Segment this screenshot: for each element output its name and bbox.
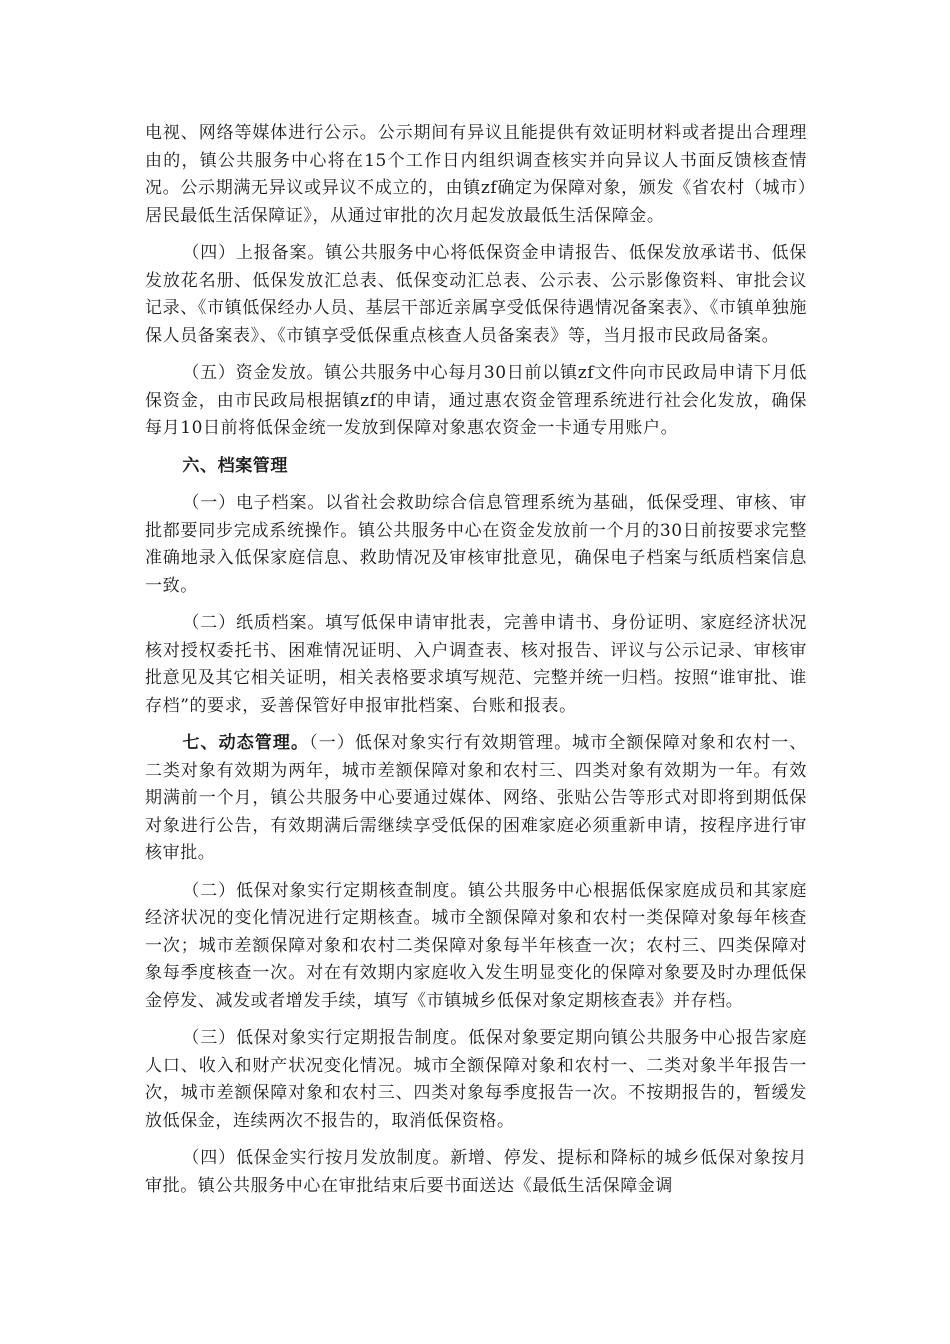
document-body (145, 120, 807, 1210)
paragraph-dynamic-management (145, 730, 807, 868)
paragraph-monthly-payment: （四）低保金实行按月发放制度。新增、停发、提标和降标的城乡低保对象按月审批。镇公共服务中心在审批结束后要书面送达《最低生活保障金调 (145, 1148, 807, 1196)
paragraph-fund-distribution: （五）资金发放。镇公共服务中心每月30日前以镇zf文件向市民政局申请下月低保资金，由市民政局根据镇zf的申请，通过惠农资金管理系统进行社会化发放，确保每月10日前将低保金统一发放到保障对象惠农资金一卡通专用账户。 (145, 363, 807, 438)
paragraph-periodic-review: （二）低保对象实行定期核查制度。镇公共服务中心根据低保家庭成员和其家庭经济状况的变化情况进行定期核查。城市全额保障对象和农村一类保障对象每年核查一次；城市差额保障对象和农村二类保障对象每半年核查一次；农村三、四类保障对象每季度核查一次。对在有效期内家庭收入发生明显变化的保障对象要及时办理低保金停发、减发或者增发手续，填写《市镇城乡低保对象定期核查表》并存档。 (145, 880, 807, 1011)
paragraph-periodic-report: （三）低保对象实行定期报告制度。低保对象要定期向镇公共服务中心报告家庭人口、收入和财产状况变化情况。城市全额保障对象和农村一、二类对象半年报告一次，城市差额保障对象和农村三、四类对象每季度报告一次。不按期报告的，暂缓发放低保金，连续两次不报告的，取消低保资格。 (145, 1028, 807, 1131)
section-heading-archive-management: 六、档案管理 (182, 455, 288, 476)
section-heading-dynamic-management: 七、动态管理。 (182, 733, 310, 753)
paragraph-public-notice: 电视、网络等媒体进行公示。公示期间有异议且能提供有效证明材料或者提出合理理由的，镇公共服务中心将在15个工作日内组织调查核实并向异议人书面反馈核查情况。公示期满无异议或异议不成立的，由镇zf确定为保障对象，颁发《省农村（城市）居民最低生活保障证》，从通过审批的次月起发放最低生活保障金。 (145, 123, 807, 226)
paragraph-report-filing: （四）上报备案。镇公共服务中心将低保资金申请报告、低保发放承诺书、低保发放花名册、低保发放汇总表、低保变动汇总表、公示表、公示影像资料、审批会议记录、《市镇低保经办人员、基层干部近亲属享受低保待遇情况备案表》、《市镇单独施保人员备案表》、《市镇享受低保重点核查人员备案表》等，当月报市民政局备案。 (145, 243, 807, 346)
paragraph-validity-period: （一）低保对象实行有效期管理。城市全额保障对象和农村一、二类对象有效期为两年，城市差额保障对象和农村三、四类对象有效期为一年。有效期满前一个月，镇公共服务中心要通过媒体、网络、张贴公告等形式对即将到期低保对象进行公告，有效期满后需继续享受低保的困难家庭必须重新申请，按程序进行审核审批。 (145, 733, 807, 863)
paragraph-paper-archive: （二）纸质档案。填写低保申请审批表，完善申请书、身份证明、家庭经济状况核对授权委托书、困难情况证明、入户调查表、核对报告、评议与公示记录、审核审批意见及其它相关证明，相关表格要求填写规范、完整并统一归档。按照“谁审批、谁存档”的要求，妥善保管好申报审批档案、台账和报表。 (145, 613, 807, 716)
paragraph-electronic-archive: （一）电子档案。以省社会救助综合信息管理系统为基础，低保受理、审核、审批都要同步完成系统操作。镇公共服务中心在资金发放前一个月的30日前按要求完整准确地录入低保家庭信息、救助情况及审核审批意见，确保电子档案与纸质档案信息一致。 (145, 493, 807, 596)
